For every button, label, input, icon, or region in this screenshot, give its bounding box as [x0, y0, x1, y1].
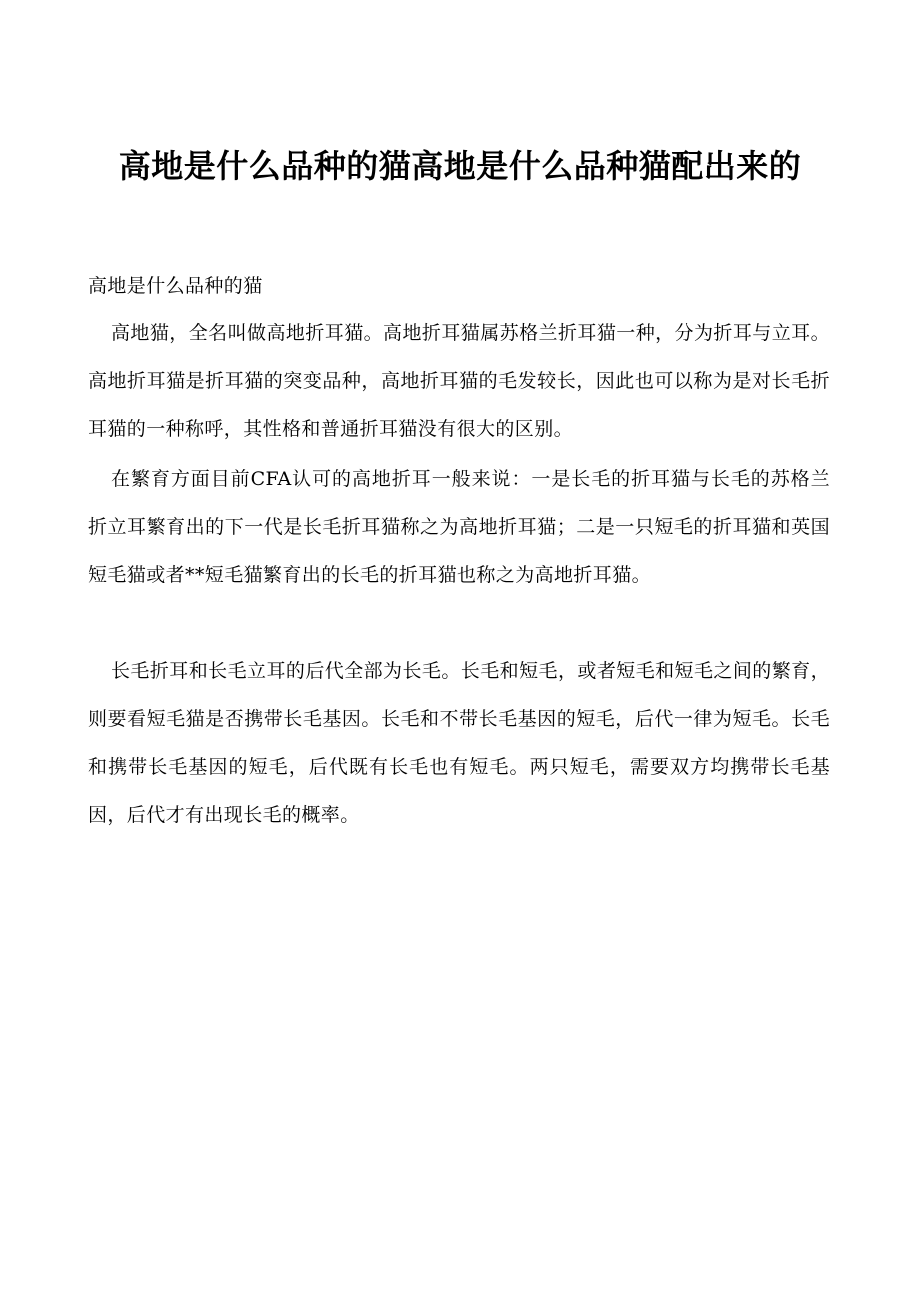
paragraph-intro: 高地猫，全名叫做高地折耳猫。高地折耳猫属苏格兰折耳猫一种，分为折耳与立耳。高地折耳猫是折耳猫的突变品种，高地折耳猫的毛发较长，因此也可以称为是对长毛折耳猫的一种称呼，其性格和普通折耳猫没有很大的区别。	[88, 322, 830, 440]
page-title: 高地是什么品种的猫高地是什么品种猫配出来的	[118, 147, 802, 185]
paragraph-genetics: 长毛折耳和长毛立耳的后代全部为长毛。长毛和短毛，或者短毛和短毛之间的繁育，则要看短毛猫是否携带长毛基因。长毛和不带长毛基因的短毛，后代一律为短毛。长毛和携带长毛基因的短毛，后代既有长毛也有短毛。两只短毛，需要双方均携带长毛基因，后代才有出现长毛的概率。	[88, 660, 830, 826]
section-subheading: 高地是什么品种的猫	[88, 275, 263, 297]
paragraph-breeding: 在繁育方面目前CFA认可的高地折耳一般来说：一是长毛的折耳猫与长毛的苏格兰折立耳繁育出的下一代是长毛折耳猫称之为高地折耳猫；二是一只短毛的折耳猫和英国短毛猫或者**短毛猫繁育出的长毛的折耳猫也称之为高地折耳猫。	[88, 468, 830, 586]
